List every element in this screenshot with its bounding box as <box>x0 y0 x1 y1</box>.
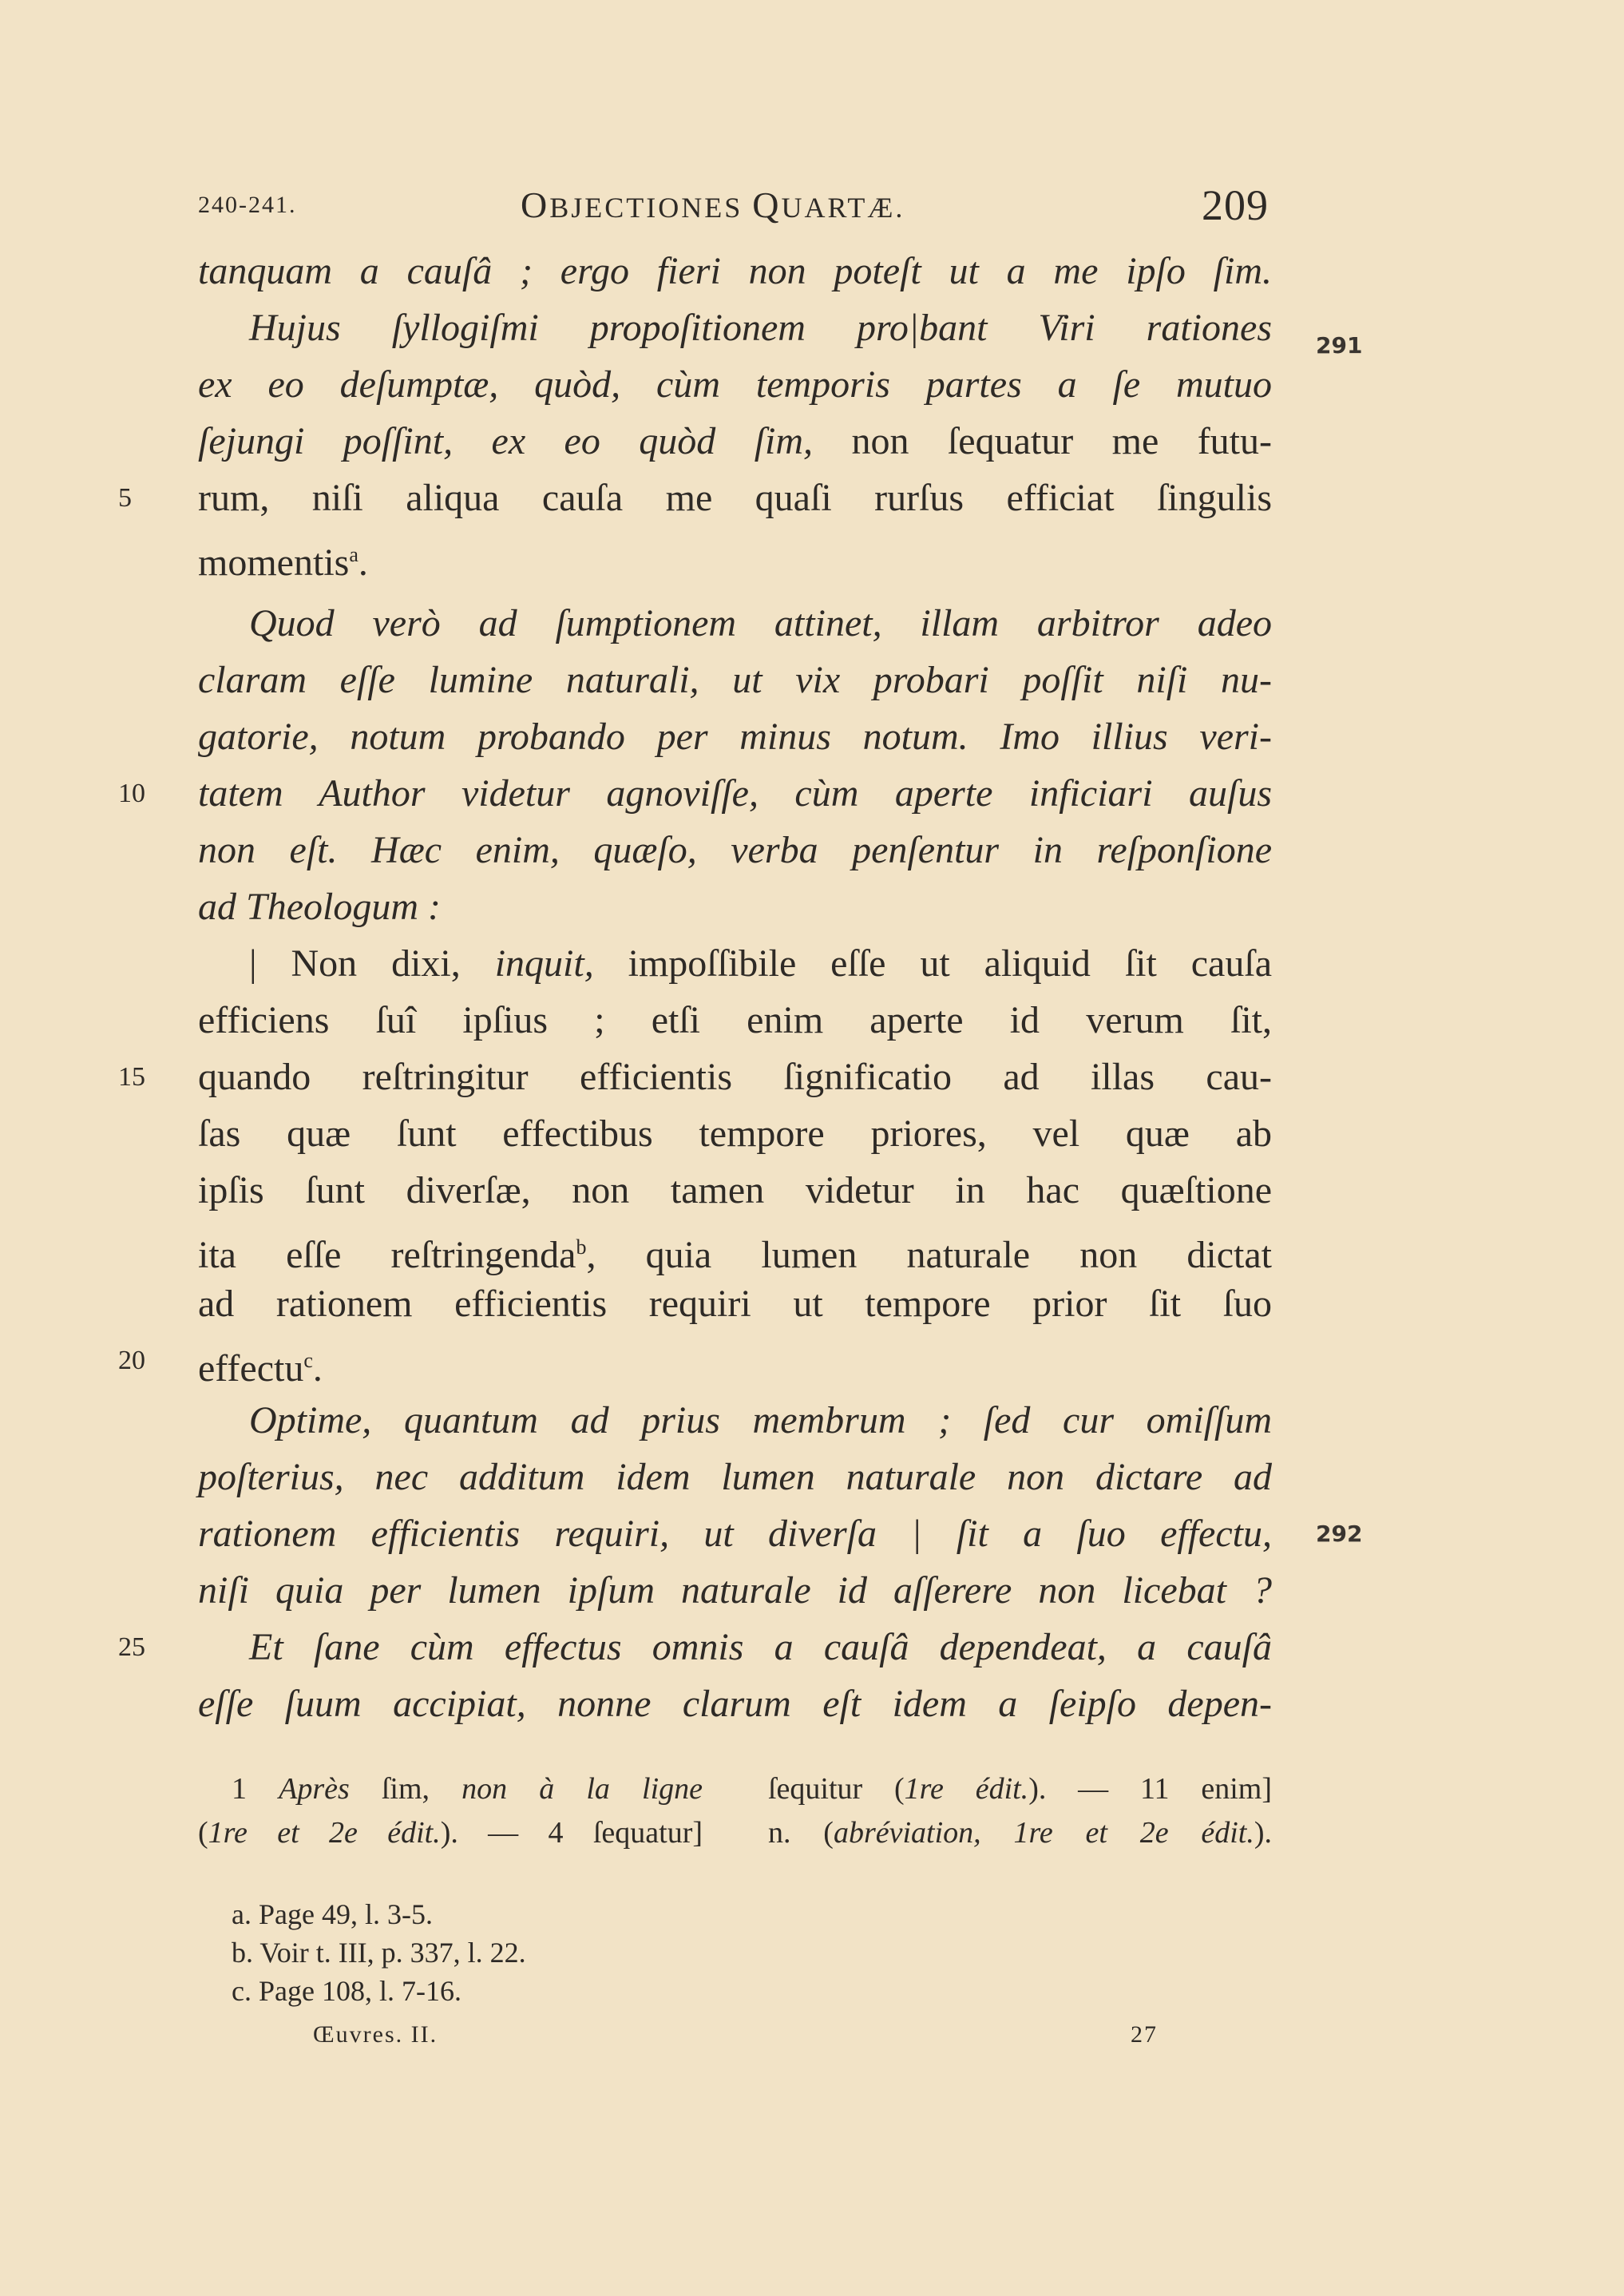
variant-note: (1re et 2e édit.). — 4 ſequatur] <box>198 1816 703 1850</box>
body-line: | Non dixi, inquit, impoſſibile eſſe ut aliquid ſit cauſa <box>249 942 1273 985</box>
body-line: ipſis ſunt diverſæ, non tamen videtur in hac quæſtione <box>198 1169 1272 1211</box>
footnote: b. Voir t. III, p. 337, l. 22. <box>232 1937 526 1969</box>
footnote: c. Page 108, l. 7-16. <box>232 1975 461 2007</box>
body-line: Et ſane cùm effectus omnis a cauſâ dependeat, a cauſâ <box>249 1626 1272 1668</box>
margin-page-ref: 292 <box>1316 1521 1363 1547</box>
body-line: Hujus ſyllogiſmi propoſitionem pro|bant Viri rationes <box>249 307 1272 349</box>
signature-work: Œuvres. II. <box>313 2021 438 2048</box>
line-number: 10 <box>118 779 145 808</box>
body-line: quando reſtringitur efficientis ſignificatio ad illas cau- <box>198 1056 1272 1098</box>
body-line: non eſt. Hæc enim, quæſo, verba penſentur in reſponſione <box>198 829 1272 871</box>
variant-note: n. (abréviation, 1re et 2e édit.). <box>768 1816 1272 1850</box>
note-ref-a: a <box>349 543 358 566</box>
header-page-number: 209 <box>1202 181 1269 229</box>
body-line: Optime, quantum ad prius membrum ; ſed cur omiſſum <box>249 1399 1272 1441</box>
line-number: 15 <box>118 1062 145 1092</box>
body-line: poſterius, nec additum idem lumen naturale non dictare ad <box>198 1456 1272 1498</box>
body-line: niſi quia per lumen ipſum naturale id aſſerere non licebat ? <box>198 1569 1272 1612</box>
body-line: efficiens ſuî ipſius ; etſi enim aperte id verum ſit, <box>198 999 1272 1041</box>
body-line: ex eo deſumptæ, quòd, cùm temporis partes a ſe mutuo <box>198 363 1272 406</box>
body-line: claram eſſe lumine naturali, ut vix probari poſſit niſi nu- <box>198 659 1272 701</box>
signature-number: 27 <box>1131 2021 1158 2048</box>
header-title: OBJECTIONES QUARTÆ. <box>521 184 905 225</box>
body-line: rum, niſi aliqua cauſa me quaſi rurſus efficiat ſingulis <box>198 477 1272 519</box>
body-line: rationem efficientis requiri, ut diverſa | ſit a ſuo effectu, <box>198 1513 1272 1555</box>
body-line: ad Theologum : <box>198 886 441 928</box>
note-ref-c: c <box>303 1349 313 1372</box>
body-line: ita eſſe reſtringenda$^b$, quia lumen naturale non dictat <box>198 1234 1272 1276</box>
body-line: ſas quæ ſunt effectibus tempore priores, vel quæ ab <box>198 1112 1272 1155</box>
body-line: ſejungi poſſint, ex eo quòd ſim, non ſequatur me futu- <box>198 420 1272 462</box>
variant-note: 1 Après ſim, non à la ligne <box>232 1772 703 1806</box>
body-line: eſſe ſuum accipiat, nonne clarum eſt idem a ſeipſo depen- <box>198 1683 1272 1725</box>
body-line: effectu$^c$. <box>198 1347 323 1390</box>
body-line: Quod verò ad ſumptionem attinet, illam arbitror adeo <box>249 602 1272 644</box>
footnote: a. Page 49, l. 3-5. <box>232 1898 433 1930</box>
line-number: 25 <box>118 1632 145 1662</box>
variant-note: ſequitur (1re édit.). — 11 enim] <box>768 1772 1272 1806</box>
header-page-range: 240-241. <box>198 192 297 218</box>
body-line: gatorie, notum probando per minus notum. Imo illius veri- <box>198 716 1272 758</box>
body-line: tanquam a cauſâ ; ergo fieri non poteſt ut a me ipſo ſim. <box>198 250 1272 292</box>
note-ref-b: b <box>576 1235 587 1259</box>
line-number: 5 <box>118 483 132 513</box>
margin-page-ref: 291 <box>1316 332 1363 359</box>
body-line: ad rationem efficientis requiri ut tempore prior ſit ſuo <box>198 1283 1272 1325</box>
body-line: tatem Author videtur agnoviſſe, cùm aperte inficiari auſus <box>198 772 1272 815</box>
body-line: momentis$^a$. <box>198 541 368 584</box>
line-number: 20 <box>118 1346 145 1375</box>
